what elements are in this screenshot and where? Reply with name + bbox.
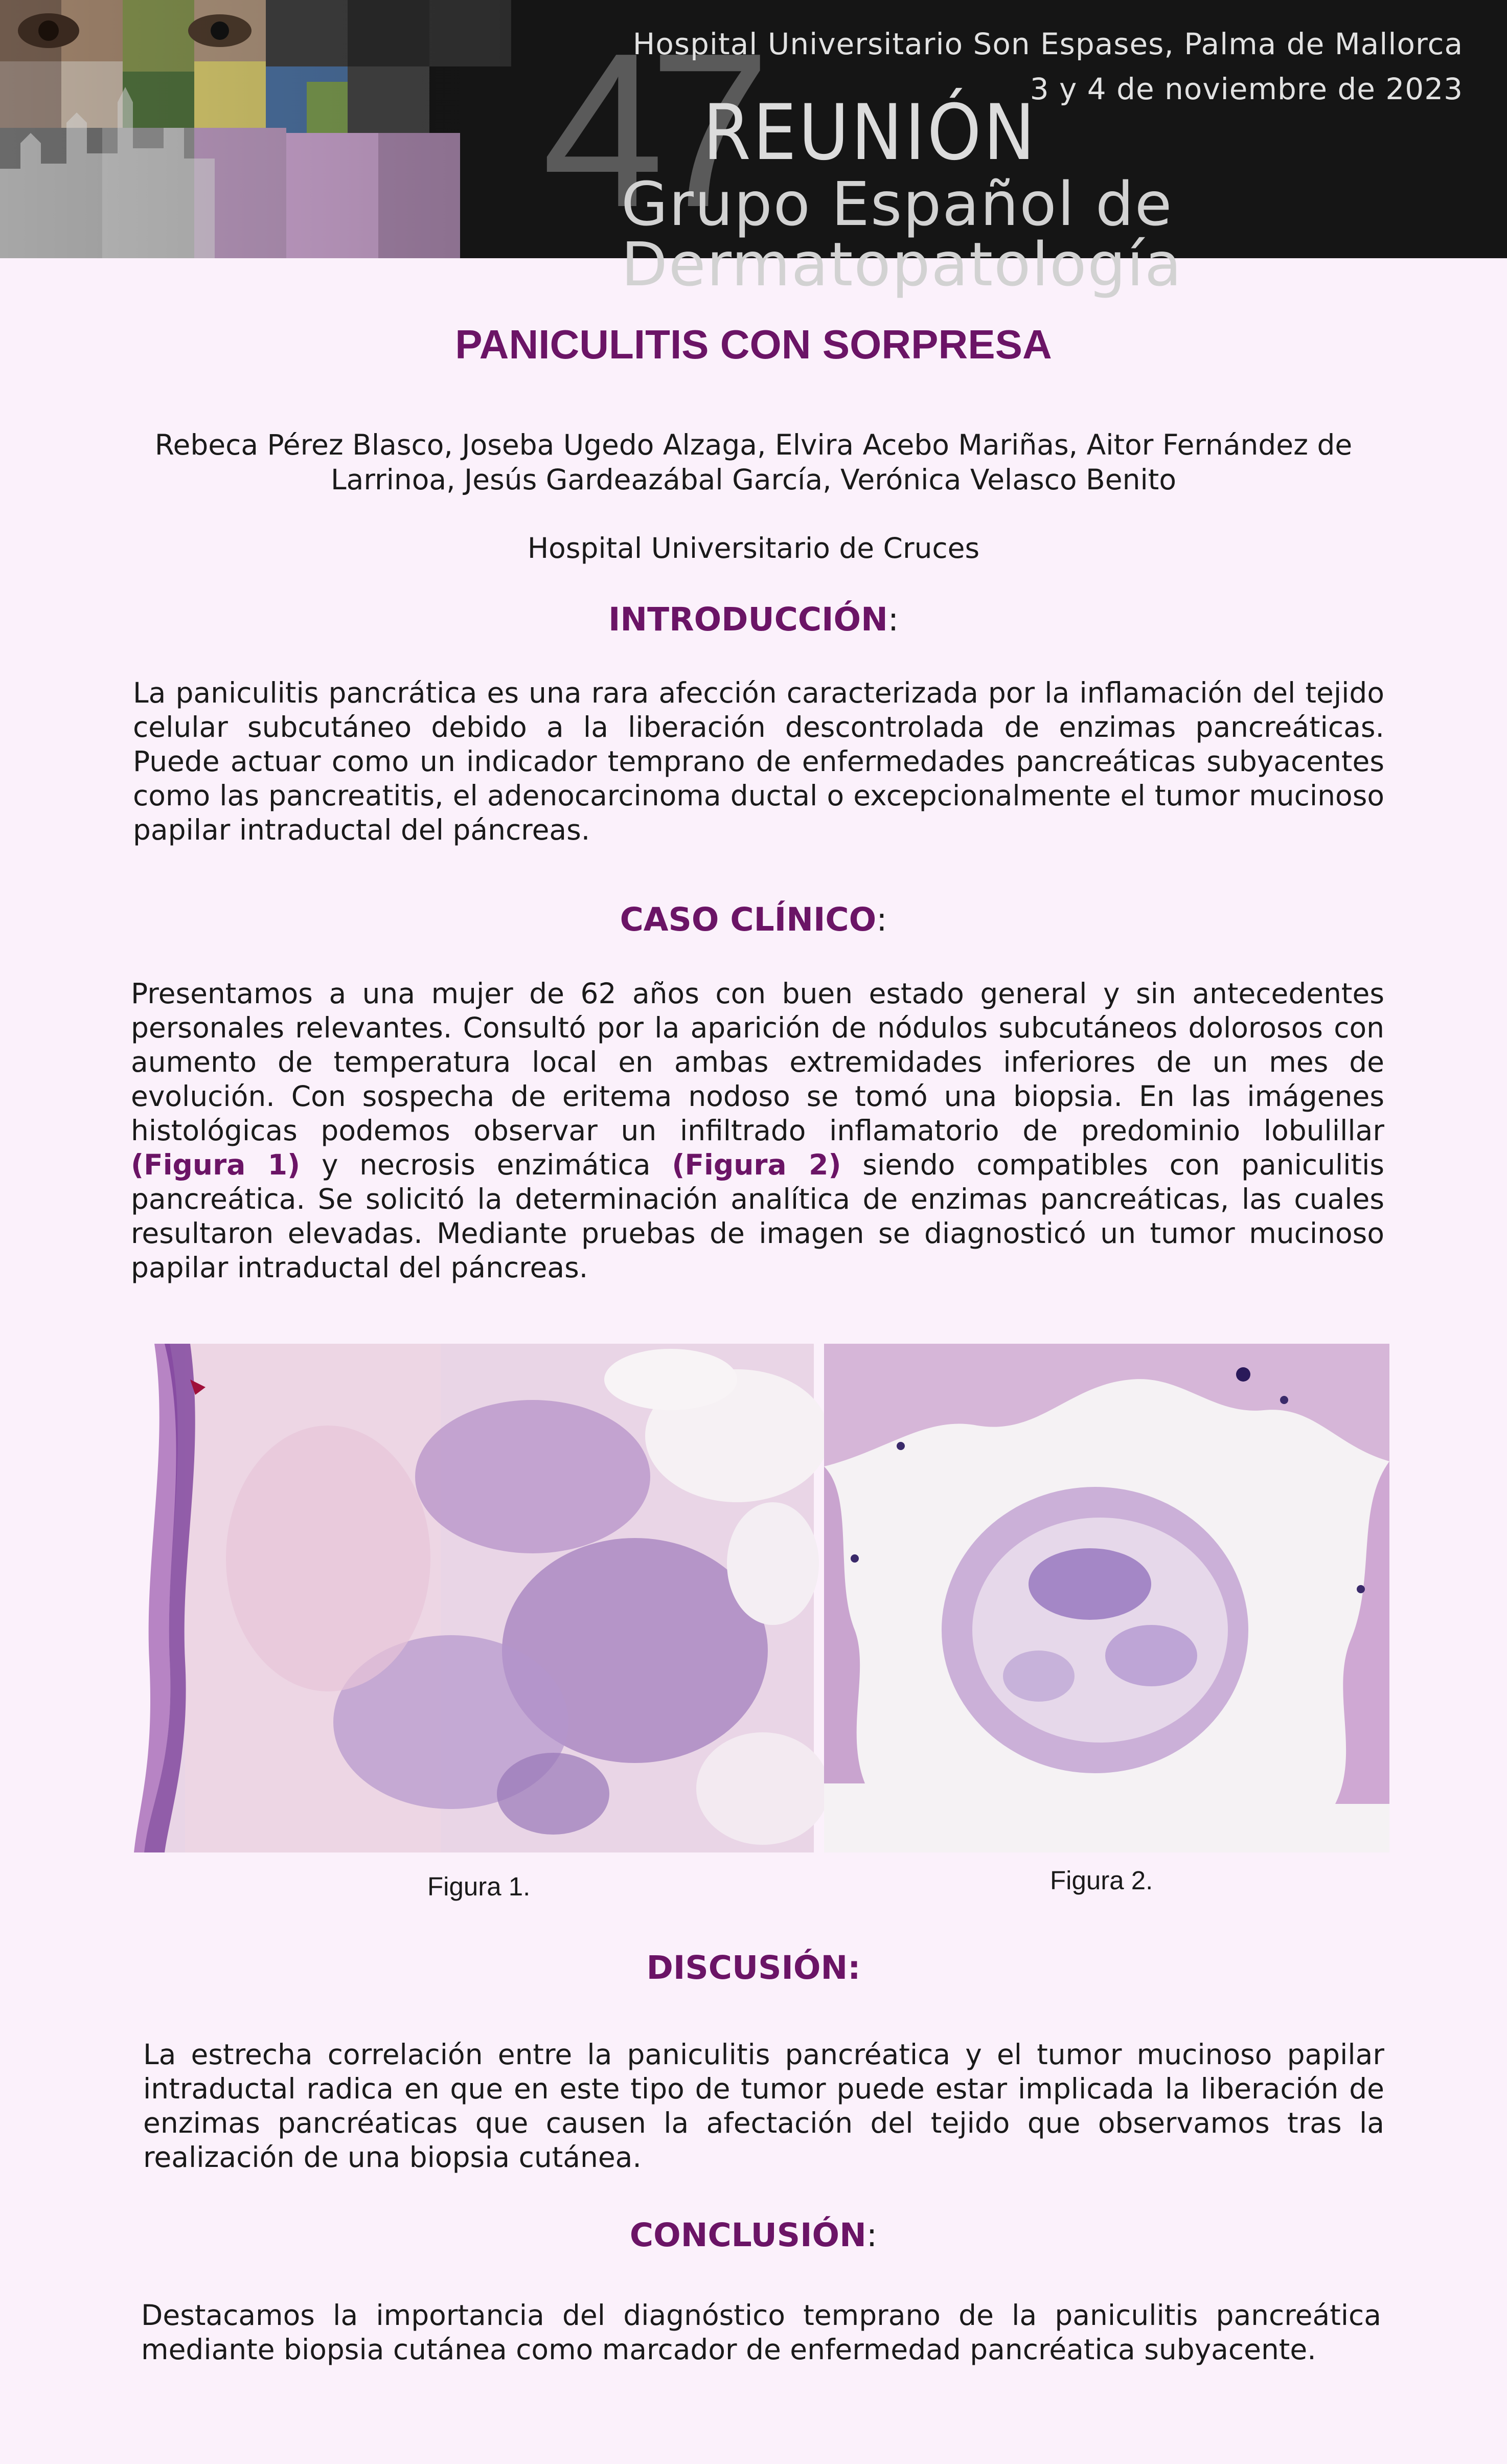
- banner-number: 47: [542, 8, 756, 253]
- conclusion-text: Destacamos la importancia del diagnóstico temprano de la paniculitis pancreática mediante biopsia cutánea como marcador de enfermedad pancréatica subyacente.: [141, 2299, 1381, 2366]
- banner-venue: Hospital Universitario Son Espases, Palma de Mallorca: [632, 27, 1463, 61]
- banner-reunion: REUNIÓN: [703, 88, 1037, 177]
- banner-group-name: Grupo Español de Dermatopatología: [621, 169, 1183, 300]
- banner-dates: 3 y 4 de noviembre de 2023: [1030, 72, 1463, 106]
- authors: Rebeca Pérez Blasco, Joseba Ugedo Alzaga, Elvira Acebo Mariñas, Aitor Fernández de Larrinoa, Jesús Gardeazábal García, Verónica Velasco Benito: [154, 428, 1353, 496]
- figure-2-caption: Figura 2.: [1050, 1866, 1153, 1895]
- intro-text: La paniculitis pancrática es una rara afección caracterizada por la inflamación del tejido celular subcutáneo debido a la liberación descontrolada de enzimas pancreáticas. Puede actuar como un indicador temprano de enfermedades pancreáticas subyacentes como las pancreatitis, el adenocarcinoma ductal o excepcionalmente el tumor mucinoso papilar intraductal del páncreas.: [133, 676, 1384, 846]
- discussion-heading: DISCUSIÓN:: [646, 1949, 861, 1986]
- poster-title: PANICULITIS CON SORPRESA: [455, 322, 1052, 367]
- figure-2-histology: [824, 1344, 1389, 1852]
- affiliation: Hospital Universitario de Cruces: [527, 532, 980, 564]
- case-text: Presentamos a una mujer de 62 años con buen estado general y sin antecedentes personales relevantes. Consultó por la aparición de nódulos subcutáneos dolorosos con aumento de temperatura local en ambas extremidades inferiores de un mes de evolución. Con sospecha de eritema nodoso se tomó una biopsia. En las imágenes histológicas podemos observar un infiltrado inflamatorio de predominio lobulillar (Figura 1) y necrosis enzimática (Figura 2) siendo compatibles con paniculitis pancreática. Se solicitó la determinación analítica de enzimas pancreáticas, las cuales resultaron elevadas. Mediante pruebas de imagen se diagnosticó un tumor mucinoso papilar intraductal del páncreas.: [131, 977, 1385, 1284]
- figure-1-histology: [134, 1344, 814, 1852]
- discussion-text: La estrecha correlación entre la paniculitis pancréatica y el tumor mucinoso papilar intraductal radica en que en este tipo de tumor puede estar implicada la liberación de enzimas pancréaticas que causen la afectación del tejido que observamos tras la realización de una biopsia cutánea.: [143, 2038, 1384, 2174]
- conclusion-heading: CONCLUSIÓN:: [629, 2217, 878, 2254]
- case-heading: CASO CLÍNICO:: [620, 901, 887, 938]
- figure-1-reference: (Figura 1): [131, 1148, 301, 1181]
- header-banner: [0, 0, 1507, 300]
- figure-2-reference: (Figura 2): [672, 1148, 841, 1181]
- intro-heading: INTRODUCCIÓN:: [608, 601, 899, 638]
- figure-1-caption: Figura 1.: [427, 1872, 531, 1901]
